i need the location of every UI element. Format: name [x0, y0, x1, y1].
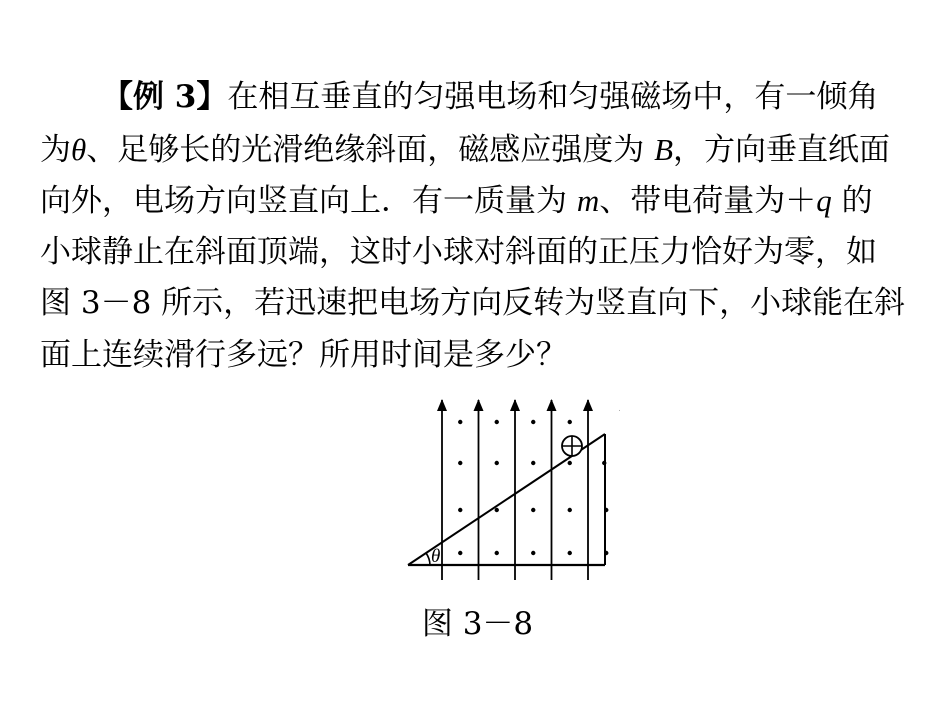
- problem-text-1: 在相互垂直的匀强电场和匀强磁场中，有一倾角: [227, 79, 879, 115]
- field-dot: [568, 420, 572, 424]
- angle-label: θ: [431, 546, 441, 567]
- field-dot: [568, 508, 572, 512]
- problem-line-2: [40, 124, 920, 176]
- problem-text-2: 、足够长的光滑绝缘斜面，磁感应强度为: [86, 131, 645, 168]
- problem-line-4: [40, 227, 920, 279]
- example-tag: 【例 3】: [102, 79, 228, 115]
- field-dot: [458, 551, 462, 555]
- field-dot: [531, 508, 535, 512]
- symbol-m: m: [576, 183, 600, 219]
- problem-text-7: 小球静止在斜面顶端，这时小球对斜面的正压力恰好为零，如: [40, 233, 877, 270]
- figure-caption-text: 图 3－8: [421, 606, 534, 642]
- problem-text: [40, 72, 920, 382]
- problem-line-1: [40, 72, 920, 124]
- electric-field-lines: [442, 400, 620, 580]
- field-dot: [568, 461, 572, 465]
- symbol-theta: θ: [71, 131, 87, 167]
- field-dot: [495, 551, 499, 555]
- problem-text-5: 、带电荷量为＋: [599, 183, 817, 220]
- problem-text-wei: 为: [40, 131, 71, 168]
- field-dot: [604, 508, 608, 512]
- field-dot: [604, 551, 608, 555]
- problem-text-4: 向外，电场方向竖直向上．有一质量为: [40, 183, 567, 220]
- charged-ball: [562, 436, 582, 456]
- figure-caption: [0, 604, 945, 644]
- symbol-b: B: [654, 131, 674, 167]
- field-dot: [495, 461, 499, 465]
- field-dot: [495, 508, 499, 512]
- field-dot: [531, 461, 535, 465]
- problem-text-6: 的: [841, 183, 873, 220]
- problem-text-3: ，方向垂直纸面: [673, 131, 891, 168]
- magnetic-field-dots: [458, 420, 608, 555]
- field-dot: [458, 420, 462, 424]
- symbol-q: q: [816, 183, 832, 219]
- field-dot: [531, 551, 535, 555]
- field-dot: [531, 420, 535, 424]
- angle-arc: [426, 553, 430, 565]
- field-dot: [458, 461, 462, 465]
- field-dot: [602, 461, 606, 465]
- field-dot: [568, 551, 572, 555]
- problem-line-3: [40, 175, 920, 227]
- problem-line-5: [40, 278, 920, 330]
- problem-text-8: 图 3－8 所示，若迅速把电场方向反转为竖直向下，小球能在斜: [40, 285, 906, 322]
- field-dot: [495, 420, 499, 424]
- field-dot: [458, 508, 462, 512]
- problem-line-6: [40, 330, 920, 382]
- incline-field-diagram: [400, 390, 620, 580]
- problem-text-9: 面上连续滑行多远？所用时间是多少？: [40, 336, 567, 373]
